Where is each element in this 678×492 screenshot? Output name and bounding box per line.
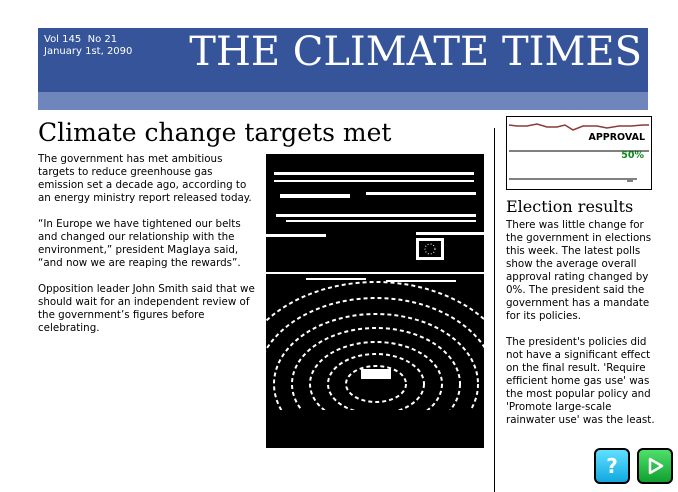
newspaper-title: THE CLIMATE TIMES	[189, 29, 642, 75]
help-button[interactable]	[594, 448, 630, 484]
column-divider	[494, 128, 495, 492]
play-arrow-icon	[645, 456, 665, 476]
approval-label: APPROVAL	[588, 132, 645, 143]
help-icon: ?	[606, 454, 618, 478]
election-heading: Election results	[506, 197, 634, 216]
issue-date: January 1st, 2090	[44, 46, 133, 57]
volume-number: Vol 145 No 21	[44, 34, 118, 45]
main-headline: Climate change targets met	[38, 118, 392, 147]
story-paragraph: “In Europe we have tightened our belts and changed our relationship with the environment,” president Maglaya said, “and now we are reaping the rewards”.	[38, 218, 241, 269]
story-paragraph: Opposition leader John Smith said that we should wait for an independent review of the government’s figures before celebrating.	[38, 283, 255, 334]
issue-info	[44, 34, 132, 58]
approval-value: 50%	[621, 150, 644, 161]
main-story	[38, 153, 260, 348]
next-button[interactable]	[637, 448, 673, 484]
election-paragraph: There was little change for the government in elections this week. The latest polls show the average overall approval rating changed by 0%. The president said the government has a mandate for its policies.	[506, 219, 652, 322]
story-paragraph: The government has met ambitious targets to reduce greenhouse gas emission set a decade ago, according to an energy ministry report released today.	[38, 153, 252, 204]
election-paragraph: The president's policies did not have a significant effect on the final result. 'Require efficient home gas use' was the most popular policy and 'Promote large-scale rainwater use' was the least.	[506, 336, 655, 426]
masthead	[38, 28, 648, 92]
election-story	[506, 219, 658, 440]
masthead-strip	[38, 92, 648, 110]
approval-chart	[506, 116, 652, 190]
parliament-chamber-photo	[266, 154, 484, 448]
